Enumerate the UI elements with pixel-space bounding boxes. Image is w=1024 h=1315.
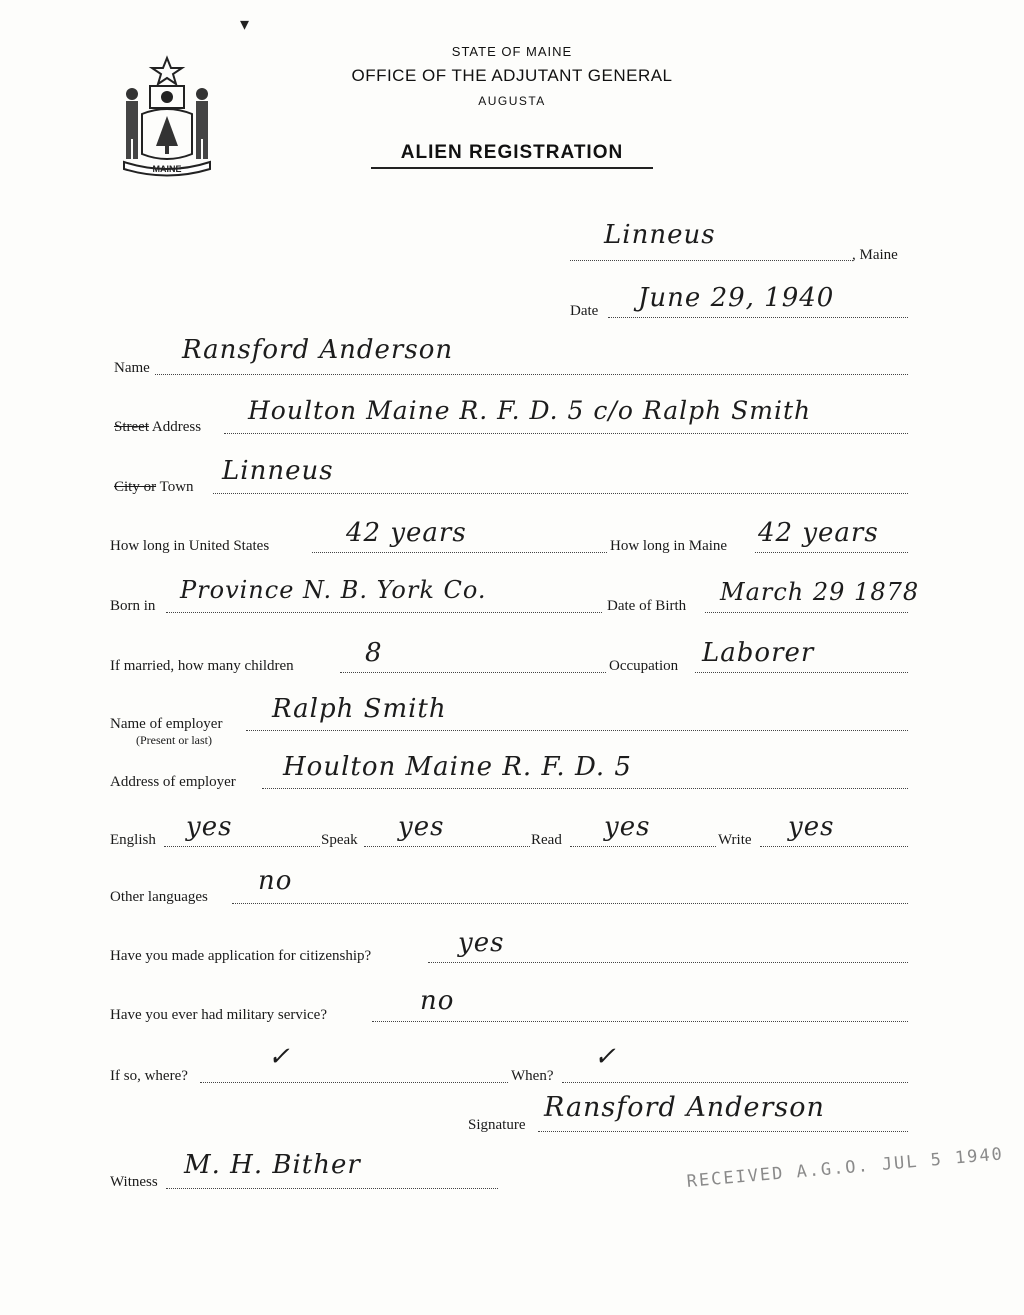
signature-label: Signature bbox=[468, 1117, 526, 1133]
street-address-line bbox=[224, 433, 908, 434]
speak-label: Speak bbox=[321, 832, 358, 848]
born-in-value[interactable]: Province N. B. York Co. bbox=[180, 576, 487, 604]
citizenship-label: Have you made application for citizenship? bbox=[110, 948, 372, 964]
read-value[interactable]: yes bbox=[604, 812, 651, 842]
where-label: If so, where? bbox=[110, 1068, 188, 1084]
city-town-label bbox=[114, 479, 194, 496]
english-label: English bbox=[110, 832, 156, 848]
signature-value[interactable]: Ransford Anderson bbox=[544, 1092, 825, 1123]
employer-label: Name of employer bbox=[110, 716, 223, 732]
employer-line bbox=[246, 730, 908, 731]
town-line bbox=[570, 260, 853, 261]
title-underline bbox=[371, 167, 653, 169]
military-line bbox=[372, 1021, 908, 1022]
city-town-value[interactable]: Linneus bbox=[222, 456, 334, 486]
received-stamp: RECEIVED A.G.O. JUL 5 1940 bbox=[686, 1144, 1005, 1192]
occupation-value[interactable]: Laborer bbox=[702, 638, 815, 668]
citizenship-line bbox=[428, 962, 908, 963]
write-value[interactable]: yes bbox=[788, 812, 835, 842]
speak-line bbox=[364, 846, 530, 847]
how-long-us-label: How long in United States bbox=[110, 538, 270, 554]
address-label-text: Address bbox=[149, 419, 202, 435]
children-label: If married, how many children bbox=[110, 658, 294, 674]
date-label: Date bbox=[570, 303, 599, 319]
other-languages-value[interactable]: no bbox=[258, 866, 293, 896]
how-long-us-value[interactable]: 42 years bbox=[346, 518, 467, 548]
write-line bbox=[760, 846, 908, 847]
witness-value[interactable]: M. H. Bither bbox=[184, 1150, 361, 1180]
occupation-line bbox=[695, 672, 908, 673]
name-label: Name bbox=[114, 360, 150, 376]
date-of-birth-label: Date of Birth bbox=[607, 598, 687, 614]
speak-value[interactable]: yes bbox=[398, 812, 445, 842]
city-heading: AUGUSTA bbox=[478, 94, 546, 108]
english-line bbox=[164, 846, 320, 847]
city-town-line bbox=[213, 493, 908, 494]
city-struck: City or bbox=[114, 479, 157, 495]
street-address-label bbox=[114, 419, 201, 436]
where-check-icon[interactable]: ✓ bbox=[268, 1042, 291, 1072]
date-of-birth-value[interactable]: March 29 1878 bbox=[720, 578, 920, 606]
form-title: ALIEN REGISTRATION bbox=[400, 142, 624, 163]
town-value[interactable]: Linneus bbox=[604, 220, 716, 250]
employer-address-line bbox=[262, 788, 908, 789]
when-check-icon[interactable]: ✓ bbox=[594, 1042, 617, 1072]
office-heading: OFFICE OF THE ADJUTANT GENERAL bbox=[351, 66, 673, 85]
occupation-label: Occupation bbox=[609, 658, 679, 674]
when-line bbox=[562, 1082, 908, 1083]
witness-line bbox=[166, 1188, 498, 1189]
other-languages-line bbox=[232, 903, 908, 904]
date-value[interactable]: June 29, 1940 bbox=[638, 283, 835, 313]
citizenship-value[interactable]: yes bbox=[458, 928, 505, 958]
date-line bbox=[608, 317, 908, 318]
employer-address-label: Address of employer bbox=[110, 774, 236, 790]
how-long-maine-value[interactable]: 42 years bbox=[758, 518, 879, 548]
seal-text: MAINE bbox=[152, 164, 182, 174]
read-line bbox=[570, 846, 716, 847]
signature-line bbox=[538, 1131, 908, 1132]
street-address-value[interactable]: Houlton Maine R. F. D. 5 c/o Ralph Smith bbox=[248, 396, 812, 425]
how-long-maine-label: How long in Maine bbox=[610, 538, 728, 554]
how-long-maine-line bbox=[755, 552, 908, 553]
where-line bbox=[200, 1082, 508, 1083]
maine-suffix: , Maine bbox=[852, 247, 898, 263]
name-line bbox=[155, 374, 908, 375]
employer-sublabel: (Present or last) bbox=[136, 733, 212, 747]
employer-value[interactable]: Ralph Smith bbox=[272, 694, 447, 724]
born-in-label: Born in bbox=[110, 598, 156, 614]
name-value[interactable]: Ransford Anderson bbox=[182, 335, 454, 365]
date-of-birth-line bbox=[705, 612, 908, 613]
military-label: Have you ever had military service? bbox=[110, 1007, 327, 1023]
military-value[interactable]: no bbox=[420, 986, 455, 1016]
when-label: When? bbox=[511, 1068, 554, 1084]
street-struck: Street bbox=[114, 419, 149, 435]
born-in-line bbox=[166, 612, 602, 613]
how-long-us-line bbox=[312, 552, 607, 553]
children-line bbox=[340, 672, 606, 673]
town-label-text: Town bbox=[156, 479, 194, 495]
other-languages-label: Other languages bbox=[110, 889, 208, 905]
state-heading: STATE OF MAINE bbox=[451, 44, 573, 59]
employer-address-value[interactable]: Houlton Maine R. F. D. 5 bbox=[283, 752, 632, 782]
english-value[interactable]: yes bbox=[186, 812, 233, 842]
witness-label: Witness bbox=[110, 1174, 158, 1190]
children-value[interactable]: 8 bbox=[365, 638, 383, 668]
write-label: Write bbox=[718, 832, 752, 848]
read-label: Read bbox=[531, 832, 562, 848]
tick-mark-icon: ▾ bbox=[240, 14, 250, 35]
